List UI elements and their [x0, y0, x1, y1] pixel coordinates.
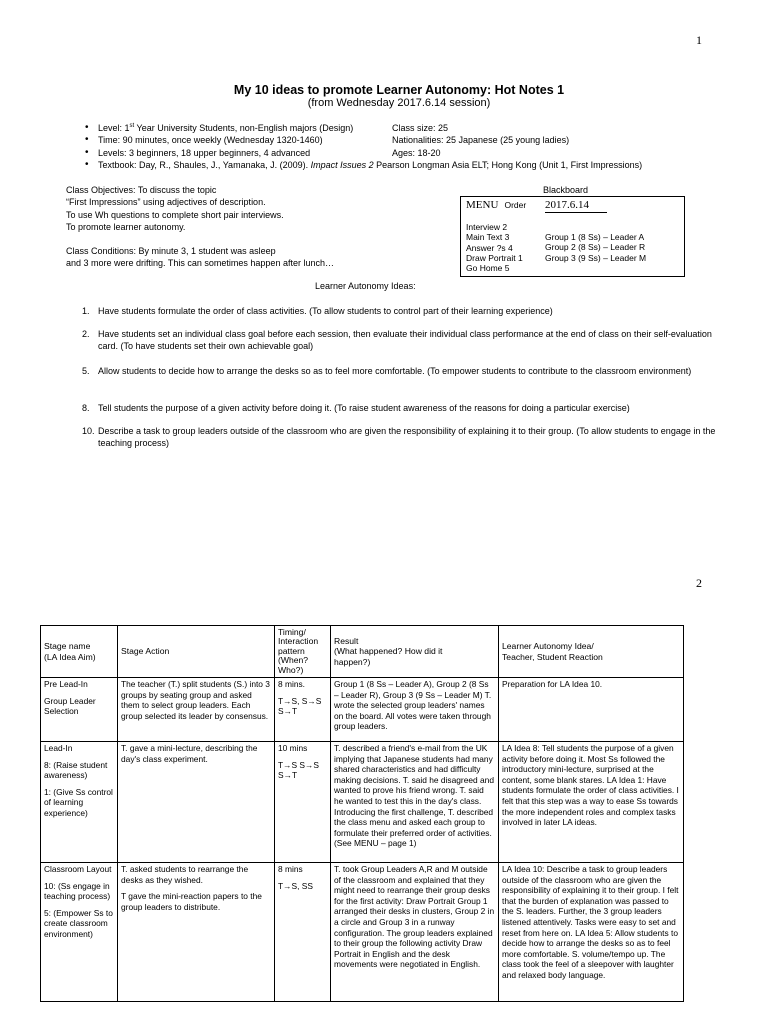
idea-number: 10.	[82, 426, 95, 436]
header-line: Teacher, Student Reaction	[502, 651, 603, 662]
cell-text: Lead-In	[44, 743, 73, 753]
cell-result	[331, 742, 499, 863]
header-line: pattern	[278, 645, 305, 656]
detail-level: • Level: 1st Year University Students, non-English majors (Design)	[98, 122, 642, 134]
cell-text: 1: (Give Ss control of learning experience)	[44, 786, 113, 818]
header-line: (What happened? How did it	[334, 646, 443, 657]
cell-stage	[41, 678, 118, 742]
header-line: Timing/	[278, 626, 306, 637]
header-line: (LA Idea Aim)	[44, 651, 96, 662]
blackboard-groups	[545, 232, 646, 263]
stages-table	[40, 625, 684, 1002]
class-conditions	[66, 245, 334, 270]
menu-item: Answer ?s 4	[466, 242, 513, 253]
cell-text: Pre Lead-In	[44, 679, 88, 689]
cell-text: 5: (Empower Ss to create classroom environment)	[44, 907, 113, 939]
cell-timing	[275, 863, 331, 1002]
header-line: Who?)	[278, 664, 304, 675]
cell-result	[331, 678, 499, 742]
header-la-idea	[499, 626, 684, 678]
menu-label: MENU	[466, 199, 499, 211]
group-line: Group 3 (9 Ss) – Leader M	[545, 252, 647, 263]
objective-line: To use Wh questions to complete short pair interviews.	[66, 209, 284, 220]
idea-text: Tell students the purpose of a given activity before doing it. (To raise student awareness of the reasons for doing a particular exercise)	[98, 403, 630, 413]
cell-stage	[41, 863, 118, 1002]
cell-action	[118, 863, 275, 1002]
cell-text: 8: (Raise student awareness)	[44, 759, 108, 781]
cell-la-idea	[499, 742, 684, 863]
cell-action	[118, 678, 275, 742]
header-line: Interaction	[278, 636, 319, 647]
table-row	[41, 742, 684, 863]
detail-textbook: • Textbook: Day, R., Shaules, J., Yamanaka, J. (2009). Impact Issues 2 Pearson Longman Asia ELT; Hong Kong (Unit 1, First Impressions)	[98, 159, 642, 171]
table-header-row	[41, 626, 684, 678]
header-line: (When?	[278, 655, 309, 666]
menu-item: Draw Portrait 1	[466, 252, 523, 263]
detail-time: • Time: 90 minutes, once weekly (Wednesday 1320-1460)	[98, 134, 642, 146]
blackboard-menu-title	[466, 199, 526, 211]
idea-number: 2.	[82, 329, 90, 339]
header-line: Stage name	[44, 640, 91, 651]
cell-result	[331, 863, 499, 1002]
document-title: My 10 ideas to promote Learner Autonomy: Hot Notes 1	[233, 83, 565, 97]
cell-text: T. took Group Leaders A,R and M outside of the classroom and explained that they might need to rearrange their group desks for the first activity: Draw Portrait Group 1 arranged their desks in clusters, Group 2 in a circle and Group 3 in a runway configuration. The group leaders explained to their group the following activity Draw Portrait in English and the desk movements were negotiated in English.	[334, 864, 495, 970]
idea-number: 1.	[82, 306, 90, 316]
cell-text: LA Idea 8: Tell students the purpose of a given activity before doing it. Most Ss followed the introductory mini-lecture, surprised at the content, some blank stares. LA Idea 1: Have students formulate the order of class activities. I felt that this step was a way to ease Ss towards the more independent roles and complex tasks involved in later LA ideas.	[502, 743, 679, 828]
header-stage	[41, 626, 118, 678]
cell-text: Group 1 (8 Ss – Leader A), Group 2 (8 Ss – Leader R), Group 3 (9 Ss – Leader M) T. wrote the selected group leaders' names on the board. All votes were taken through group leaders.	[334, 679, 492, 732]
cell-text: T→S, S→S S→T	[278, 695, 322, 717]
menu-item: Main Text 3	[466, 232, 510, 243]
cell-text: LA Idea 10: Describe a task to group leaders outside of the classroom who are given the responsibility of explaining it to their group. I felt that the burden of explanation was passed to the S. leaders. Further, the 3 group leaders listened attentively. Tasks were easy to set and reset from here on. LA Idea 5: Allow students to decide how to arrange the desks so as to feel more comfortable. S. volume/tempo up. The class took the feel of a sleepover with laughter and relaxed body language.	[502, 864, 679, 980]
date-underline	[545, 212, 607, 213]
header-line: Result	[334, 635, 359, 646]
cell-la-idea	[499, 863, 684, 1002]
blackboard-label: Blackboard	[543, 185, 589, 195]
detail-nationalities: Nationalities: 25 Japanese (25 young ladies)	[392, 135, 570, 146]
objective-line: To promote learner autonomy.	[66, 222, 186, 233]
objective-line: Class Objectives: To discuss the topic	[66, 185, 217, 195]
cell-text: The teacher (T.) split students (S.) into 3 groups by seating group and asked them to select group leaders. Each group selected its leader by consensus.	[121, 679, 270, 721]
cell-text: Group Leader Selection	[44, 695, 96, 717]
class-objectives	[66, 184, 284, 234]
cell-text: 10 mins	[278, 743, 308, 753]
cell-la-idea	[499, 678, 684, 742]
blackboard-menu-items	[466, 222, 523, 273]
detail-class-size: Class size: 25	[392, 123, 449, 133]
idea-text: Have students set an individual class goal before each session, then evaluate their individual class performance at the end of class on their self-evaluation card. (To have students set their own achievable goal)	[98, 329, 712, 352]
cell-text: 8 mins	[278, 864, 303, 874]
order-label: Order	[504, 200, 527, 210]
ideas-heading: Learner Autonomy Ideas:	[315, 281, 416, 291]
header-line: happen?)	[334, 656, 371, 667]
table-row	[41, 678, 684, 742]
cell-text: T. gave a mini-lecture, describing the day's class experiment.	[121, 743, 258, 764]
menu-item: Interview 2	[466, 222, 508, 232]
idea-number: 8.	[82, 403, 90, 413]
cell-text: T. asked students to rearrange the desks as they wished.	[121, 864, 249, 885]
header-result	[331, 626, 499, 678]
course-details-right	[392, 122, 569, 159]
header-line: Learner Autonomy Idea/	[502, 640, 594, 651]
detail-levels: • Levels: 3 beginners, 18 upper beginners, 4 advanced	[98, 147, 642, 159]
detail-ages: Ages: 18-20	[392, 147, 441, 158]
cell-text: T→S, SS	[278, 880, 313, 891]
header-line: Stage Action	[121, 646, 170, 657]
objective-line: “First Impressions” using adjectives of description.	[66, 197, 266, 208]
cell-text: T gave the mini-reaction papers to the group leaders to distribute.	[121, 891, 262, 912]
idea-number: 5.	[82, 366, 90, 376]
blackboard-box	[460, 196, 685, 277]
menu-item: Go Home 5	[466, 263, 510, 274]
cell-text: T→S S→S S→T	[278, 759, 319, 781]
header-action	[118, 626, 275, 678]
cell-text: 8 mins.	[278, 679, 305, 689]
idea-text: Have students formulate the order of class activities. (To allow students to control part of their learning experience)	[98, 306, 553, 316]
cell-text: Preparation for LA Idea 10.	[502, 679, 603, 689]
idea-text: Allow students to decide how to arrange the desks so as to feel more comfortable. (To empower students to contribute to the classroom environment)	[98, 366, 692, 376]
condition-line: Class Conditions: By minute 3, 1 student was asleep	[66, 246, 276, 256]
idea-text: Describe a task to group leaders outside of the classroom who are given the responsibility of explaining it to their group. (To allow students to engage in the teaching process)	[98, 426, 716, 449]
table-row	[41, 863, 684, 1002]
page-number: 1	[696, 33, 702, 47]
cell-action	[118, 742, 275, 863]
cell-text: T. described a friend's e-mail from the UK implying that Japanese students had many shared characteristics and had difficulty making decisions. T. said he disagreed and wanted to prove his friend wrong. T. said he wanted to test this in the day's class. Introducing the first challenge, T. described the class menu and asked each group to formulate their preferred order of activities. (See MENU – page 1)	[334, 743, 494, 849]
cell-text: 10: (Ss engage in teaching process)	[44, 880, 111, 902]
cell-timing	[275, 678, 331, 742]
group-line: Group 2 (8 Ss) – Leader R	[545, 242, 646, 253]
condition-line: and 3 more were drifting. This can sometimes happen after lunch…	[66, 258, 334, 269]
cell-stage	[41, 742, 118, 863]
cell-text: Classroom Layout	[44, 864, 112, 874]
group-line: Group 1 (8 Ss) – Leader A	[545, 232, 645, 242]
header-timing	[275, 626, 331, 678]
cell-timing	[275, 742, 331, 863]
page-number: 2	[696, 576, 702, 590]
blackboard-date: 2017.6.14	[545, 199, 589, 211]
document-subtitle: (from Wednesday 2017.6.14 session)	[307, 97, 491, 109]
